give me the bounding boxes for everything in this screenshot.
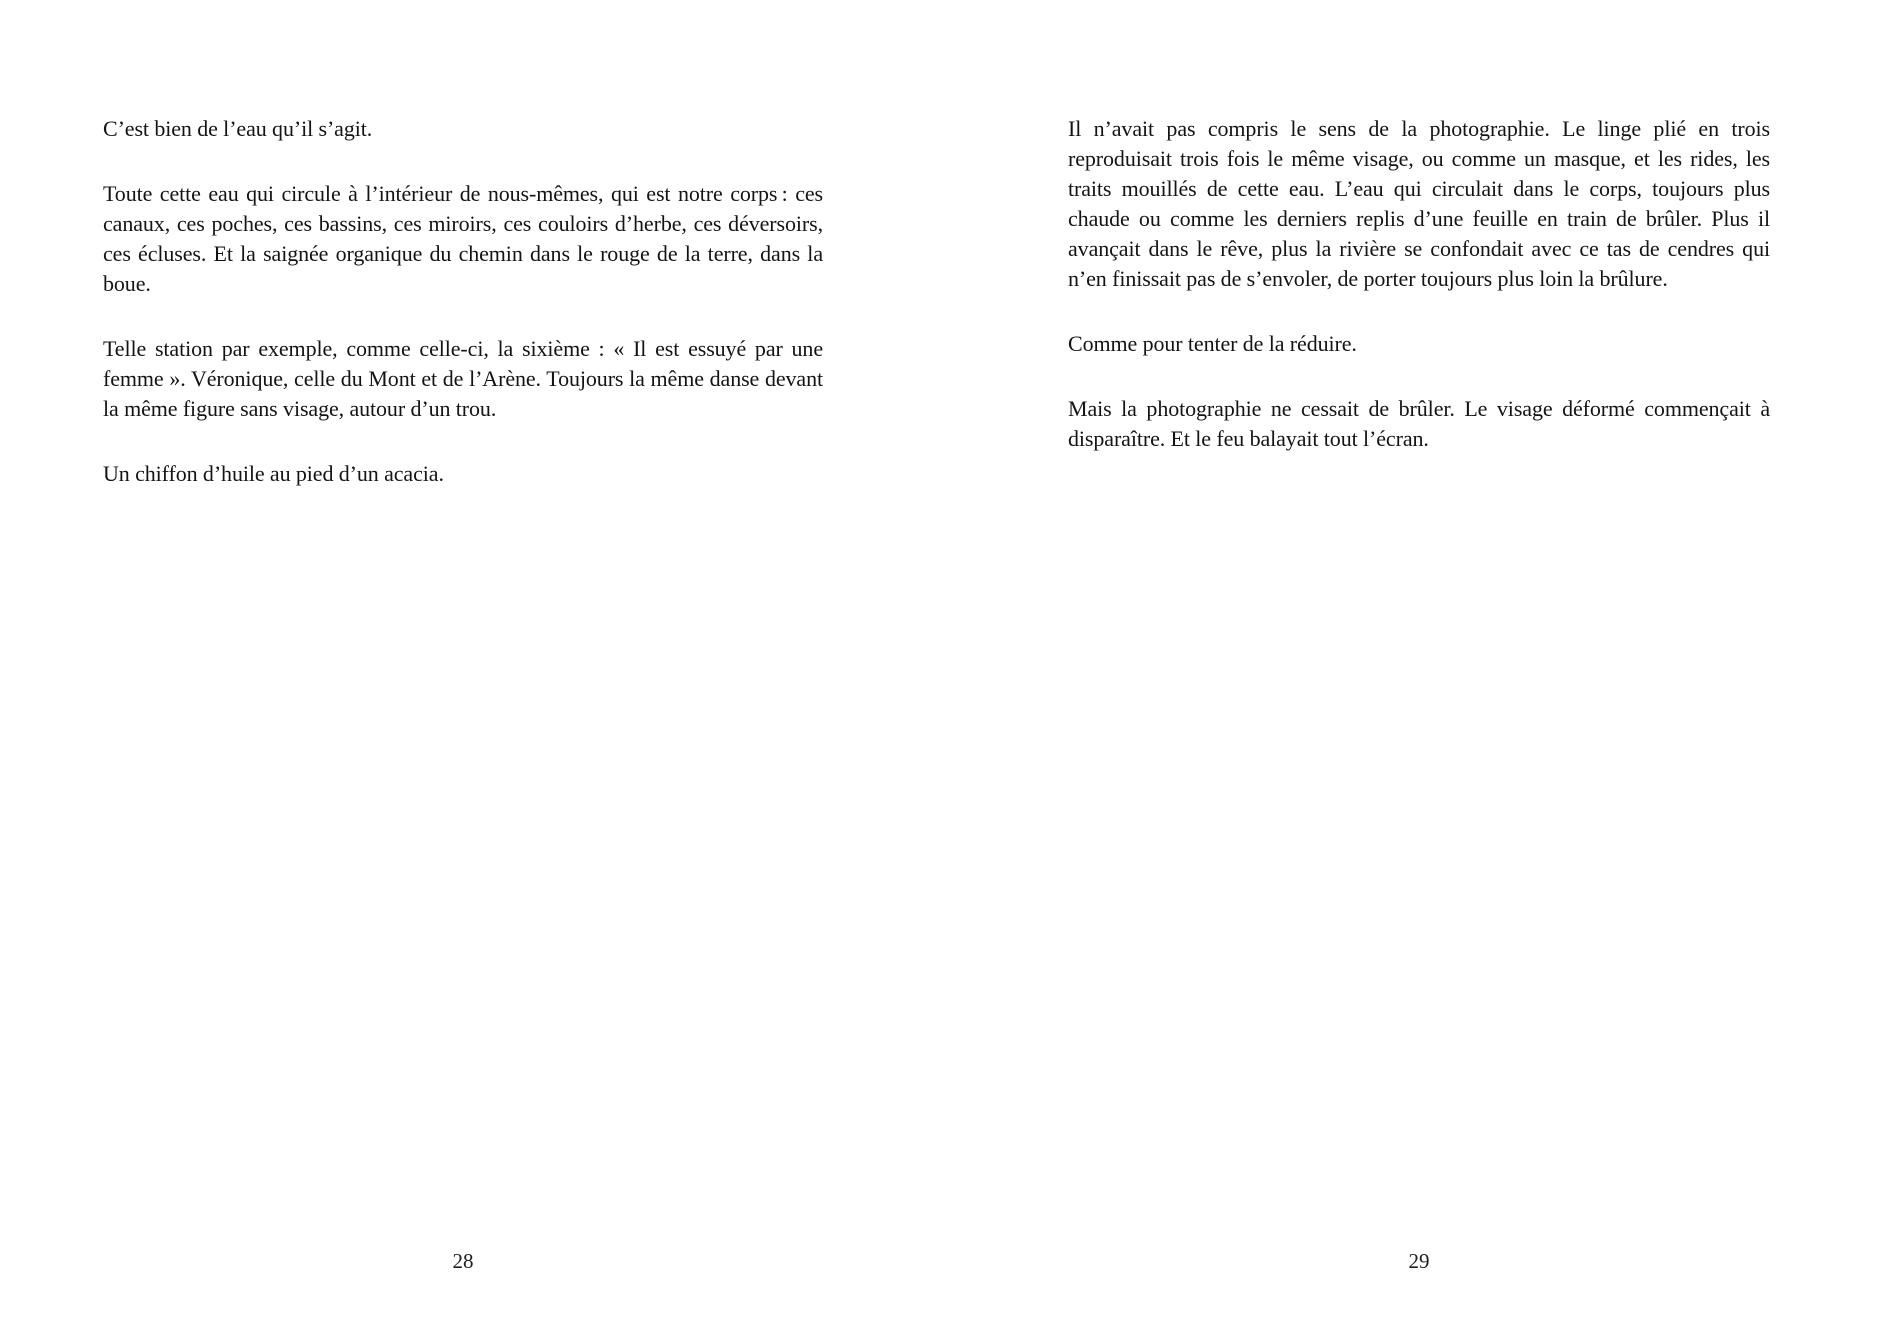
paragraph: Toute cette eau qui circule à l’intérieur de nous-mêmes, qui est notre corps : ces canaux, ces poches, ces bassins, ces miroirs, ces couloirs d’herbe, ces déversoirs, ces écluses. Et la saignée organique du chemin dans le rouge de la terre, dans la boue. [103,181,823,296]
paragraph: Il n’avait pas compris le sens de la photographie. Le linge plié en trois reproduisait trois fois le même visage, ou comme un masque, et les rides, les traits mouillés de cette eau. L’eau qui circulait dans le corps, toujours plus chaude ou comme les derniers replis d’une feuille en train de brûler. Plus il avançait dans le rêve, plus la rivière se confondait avec ce tas de cendres qui n’en finissait pas de s’envoler, de porter toujours plus loin la brûlure. [1068,116,1770,291]
paragraph: C’est bien de l’eau qu’il s’agit. [103,116,373,141]
left-page-text [103,114,823,524]
paragraph: Telle station par exemple, comme celle-ci, la sixième : « Il est essuyé par une femme ». Véronique, celle du Mont et de l’Arène. Toujours la même danse devant la même figure sans visage, autour d’un trou. [103,336,823,421]
page-number: 28 [452,1249,474,1273]
right-page [1068,0,1770,1339]
right-page-text [1068,114,1770,489]
page-number: 29 [1408,1249,1430,1273]
paragraph: Mais la photographie ne cessait de brûler. Le visage déformé commençait à disparaître. Et le feu balayait tout l’écran. [1068,396,1770,451]
paragraph: Comme pour tenter de la réduire. [1068,331,1357,356]
left-page [103,0,823,1339]
paragraph: Un chiffon d’huile au pied d’un acacia. [103,461,444,486]
